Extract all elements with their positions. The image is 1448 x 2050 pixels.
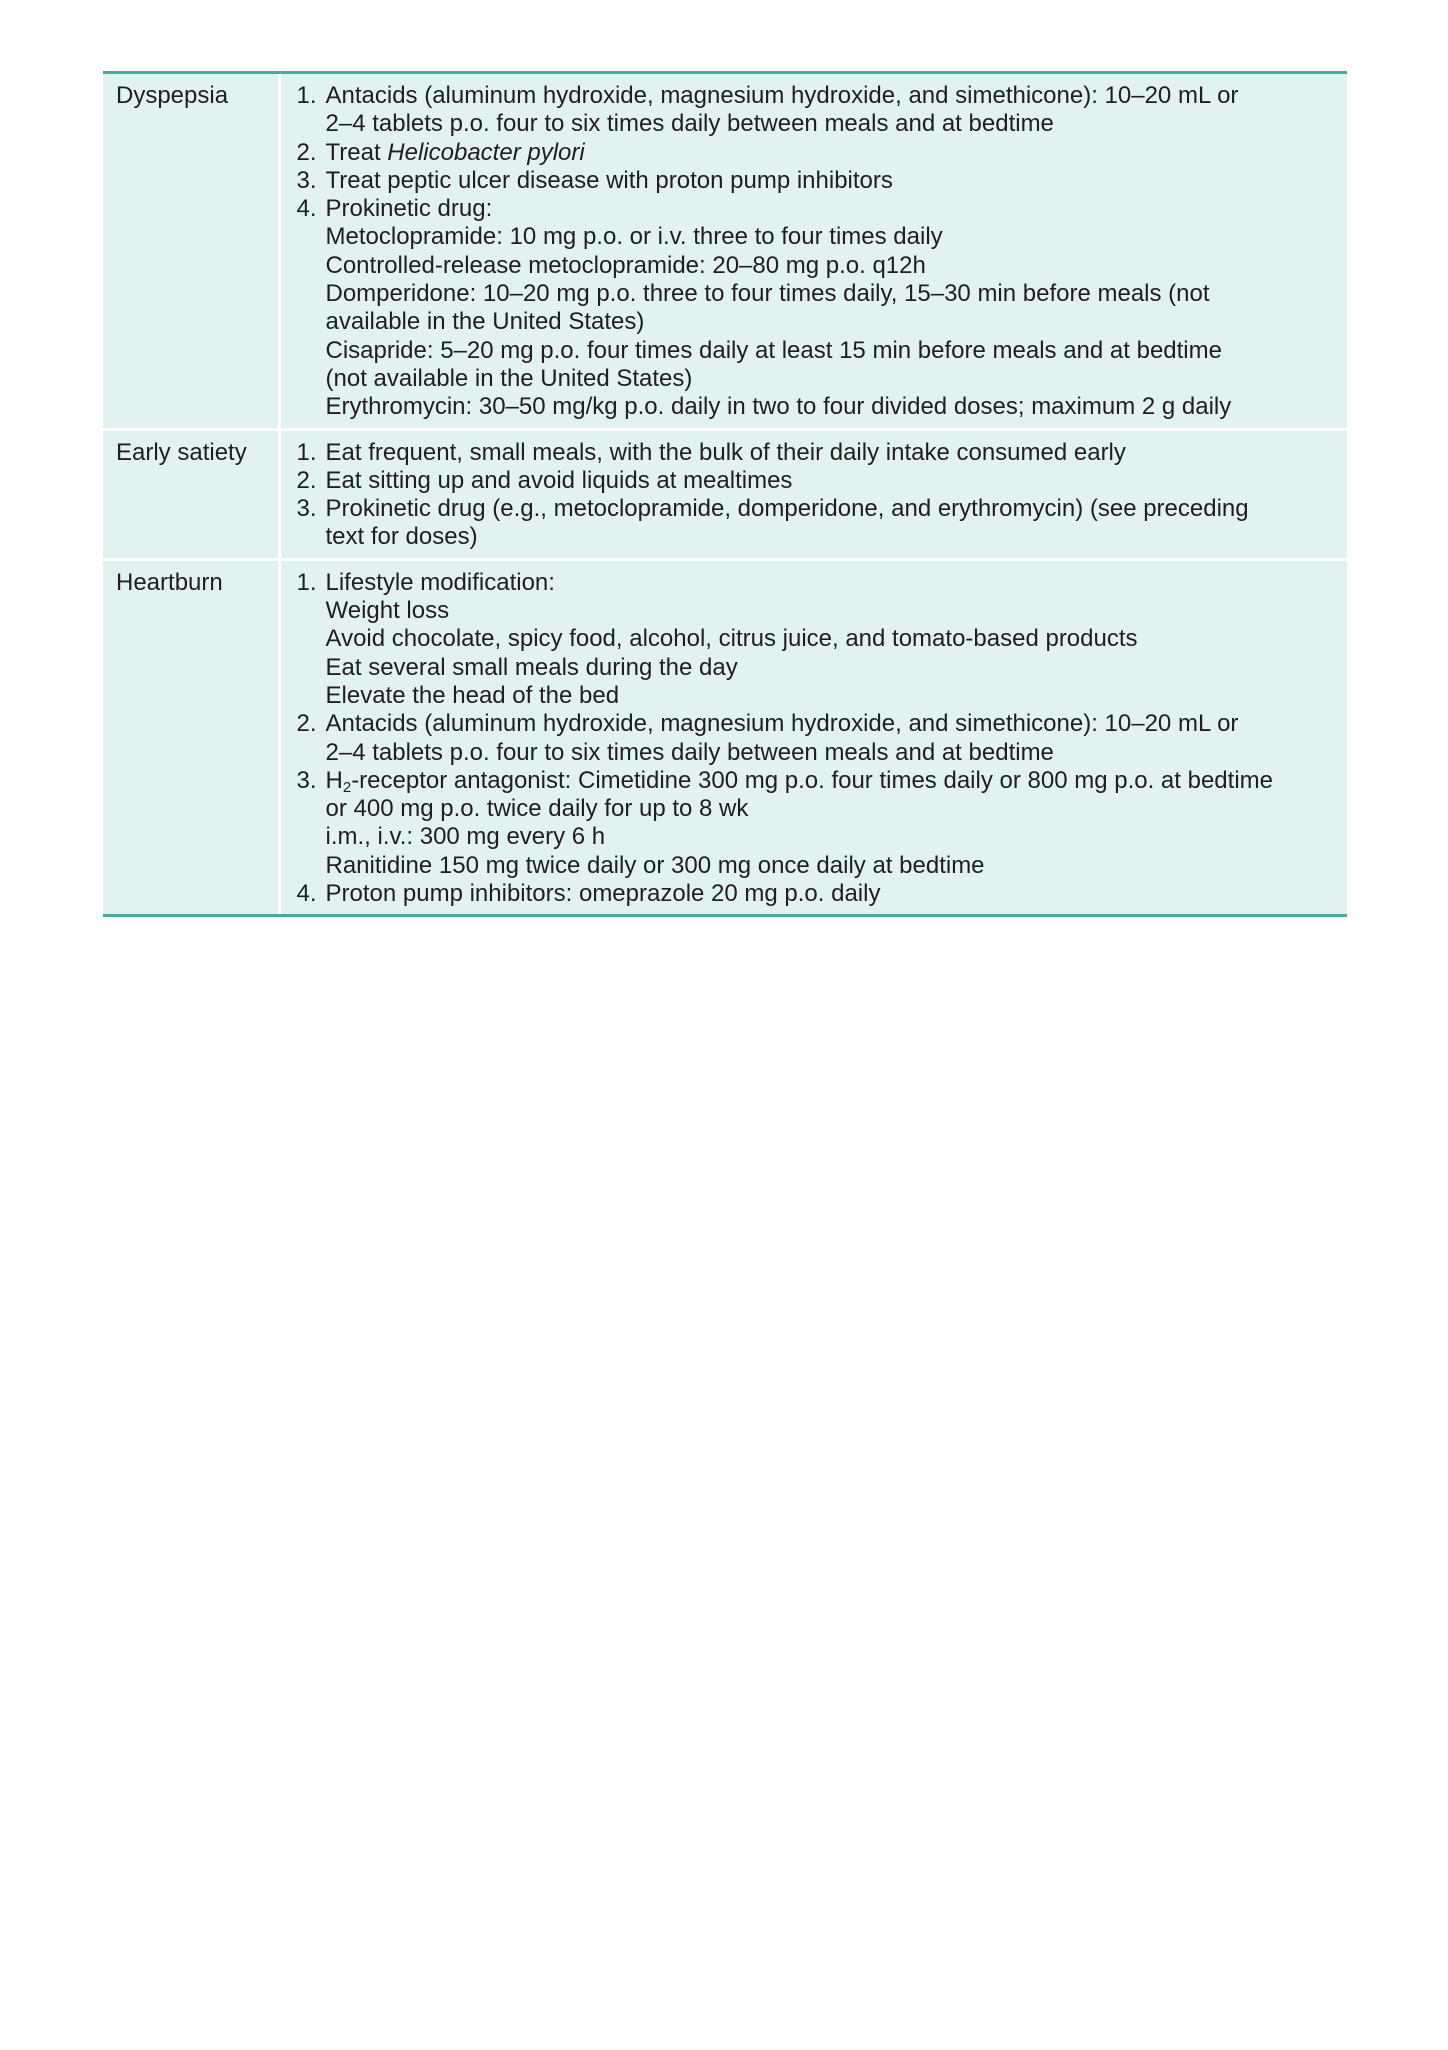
treatment-item: [281, 439, 1334, 467]
item-text: Controlled-release metoclopramide: 20–80 mg p.o. q12h: [325, 251, 926, 279]
item-text: Metoclopramide: 10 mg p.o. or i.v. three to four times daily: [325, 223, 943, 251]
symptom-label: Heartburn: [116, 568, 223, 596]
item-text: Erythromycin: 30–50 mg/kg p.o. daily in two to four divided doses; maximum 2 g daily: [325, 393, 1232, 421]
treatment-item: [281, 195, 1334, 421]
item-text: text for doses): [325, 523, 478, 551]
item-number: 4.: [296, 880, 317, 908]
treatment-table: [103, 71, 1347, 917]
item-text: Eat sitting up and avoid liquids at mealtimes: [325, 466, 793, 494]
treatment-item: [281, 467, 1334, 495]
item-text: 2–4 tablets p.o. four to six times daily between meals and at bedtime: [325, 738, 1054, 766]
symptom-cell: [103, 74, 279, 429]
table-row-dyspepsia: [103, 74, 1347, 429]
item-text: Antacids (aluminum hydroxide, magnesium hydroxide, and simethicone): 10–20 mL or: [325, 710, 1239, 738]
treatment-cell: [279, 429, 1347, 559]
h2-subscript: 2: [342, 778, 352, 796]
item-number: 1.: [296, 438, 317, 466]
treatment-item: [281, 139, 1334, 167]
treatment-list: [281, 82, 1334, 422]
item-text: [326, 139, 1334, 167]
treatment-item: [281, 880, 1334, 908]
table-row-heartburn: [103, 559, 1347, 914]
item-text: Ranitidine 150 mg twice daily or 300 mg once daily at bedtime: [325, 851, 985, 879]
item-text: Treat peptic ulcer disease with proton pump inhibitors: [325, 166, 893, 194]
item-text: Eat several small meals during the day: [325, 653, 738, 681]
item-text: Weight loss: [325, 597, 450, 625]
symptom-cell: [103, 559, 279, 914]
treatment-cell: [279, 559, 1347, 914]
h2-text: -receptor antagonist: Cimetidine 300 mg p.o. four times daily or 800 mg p.o. at bedtime: [351, 766, 1273, 794]
treatment-cell: [279, 74, 1347, 429]
item-number: 2.: [296, 710, 317, 738]
item-number: 1.: [296, 568, 317, 596]
item-text: [326, 767, 1334, 795]
item-text: Prokinetic drug (e.g., metoclopramide, domperidone, and erythromycin) (see preceding: [325, 495, 1249, 523]
item-number: 3.: [296, 495, 317, 523]
organism-name: Helicobacter pylori: [387, 138, 585, 166]
treatment-item: [281, 569, 1334, 710]
item-text: 2–4 tablets p.o. four to six times daily between meals and at bedtime: [325, 110, 1054, 138]
item-number: 2.: [296, 466, 317, 494]
item-number: 2.: [296, 138, 317, 166]
h2-base: H: [325, 766, 343, 794]
treatment-item: [281, 82, 1334, 139]
item-text: (not available in the United States): [325, 364, 693, 392]
item-number: 3.: [296, 766, 317, 794]
item-text: i.m., i.v.: 300 mg every 6 h: [325, 823, 606, 851]
item-number: 4.: [296, 195, 317, 223]
item-text: Lifestyle modification:: [325, 568, 555, 596]
item-text: Domperidone: 10–20 mg p.o. three to four times daily, 15–30 min before meals (not: [325, 280, 1210, 308]
item-text: or 400 mg p.o. twice daily for up to 8 wk: [325, 795, 749, 823]
item-text: Eat frequent, small meals, with the bulk of their daily intake consumed early: [325, 438, 1126, 466]
item-text: Prokinetic drug:: [325, 195, 493, 223]
treatment-list: [281, 439, 1334, 552]
treatment-list: [281, 569, 1334, 909]
treatment-item: [281, 495, 1334, 552]
treatment-item: [281, 167, 1334, 195]
item-number: 1.: [296, 82, 317, 109]
treatment-item: [281, 710, 1334, 767]
symptom-label: Dyspepsia: [116, 82, 229, 109]
item-text: available in the United States): [325, 308, 645, 336]
item-number: 3.: [296, 166, 317, 194]
item-text-prefix: Treat: [325, 138, 388, 166]
item-text: Antacids (aluminum hydroxide, magnesium hydroxide, and simethicone): 10–20 mL or: [325, 82, 1239, 109]
item-text: Avoid chocolate, spicy food, alcohol, citrus juice, and tomato-based products: [325, 625, 1138, 653]
treatment-item: [281, 767, 1334, 880]
symptom-cell: [103, 429, 279, 559]
item-text: Elevate the head of the bed: [325, 681, 620, 709]
item-text: Cisapride: 5–20 mg p.o. four times daily at least 15 min before meals and at bedtime: [325, 336, 1222, 364]
symptom-treatment-table: [103, 74, 1347, 914]
symptom-label: Early satiety: [116, 438, 247, 466]
item-text: Proton pump inhibitors: omeprazole 20 mg p.o. daily: [325, 880, 881, 908]
table-row-early-satiety: [103, 429, 1347, 559]
